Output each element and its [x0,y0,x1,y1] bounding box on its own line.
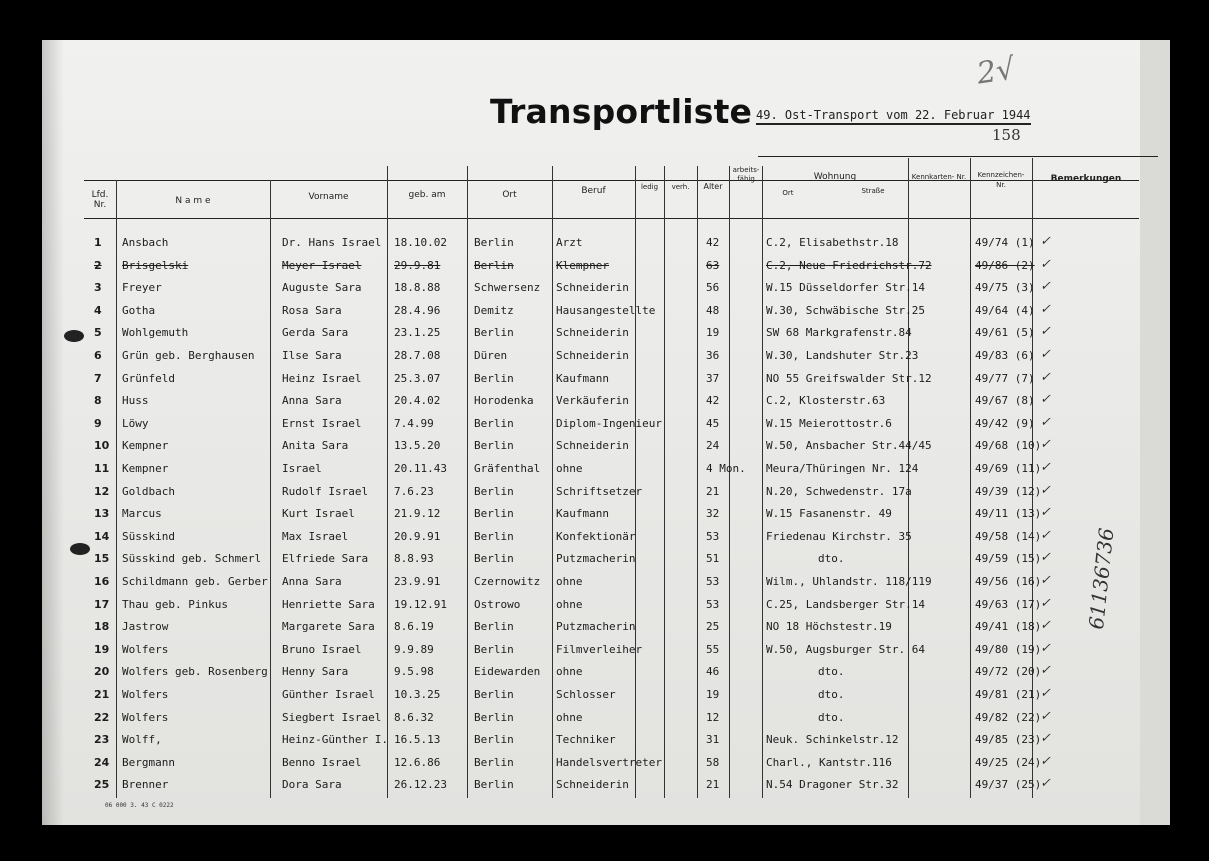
row-kennzeichen: 49/81 (21) [975,688,1042,701]
row-vorname: Israel [282,462,322,475]
row-geb-am: 8.8.93 [394,552,434,566]
row-geb-am: 7.4.99 [394,416,434,430]
row-wohnung: W.15 Düsseldorfer Str.14 [766,281,925,295]
handwritten-mark: 2√ [974,51,1018,92]
row-beruf: Verkäuferin [556,394,629,408]
row-beruf: ohne [556,665,583,679]
row-ort: Düren [474,349,508,362]
row-alter: 36 [706,349,720,362]
header-bemerkungen: Bemerkungen [1050,174,1122,184]
header-lower-rule [84,218,1139,219]
row-alter: 24 [706,439,720,453]
row-alter: 46 [706,665,720,679]
row-number: 21 [94,688,110,701]
row-geb-am: 16.5.13 [394,733,441,747]
header-kennzeichen-nr: Kennzeichen- Nr. [977,171,1025,189]
row-ort: Berlin [474,710,514,724]
row-wohnung: W.50, Ansbacher Str.44/45 [766,439,932,453]
row-vorname: Kurt Israel [282,507,355,521]
row-ort: Gräfenthal [474,462,541,475]
row-ort: Berlin [474,529,514,543]
row-ort: Berlin [474,439,514,453]
row-number: 6 [94,349,102,362]
row-geb-am: 13.5.20 [394,439,441,453]
row-beruf: ohne [556,462,583,475]
checkmark-icon: ✓ [1040,731,1051,747]
row-beruf: Arzt [556,236,583,249]
row-geb-am: 18.10.02 [394,236,447,249]
row-alter: 25 [706,620,720,634]
column-divider [467,166,468,798]
row-number: 3 [94,281,102,295]
row-alter: 53 [706,529,720,543]
row-beruf: Kaufmann [556,507,609,521]
row-number: 12 [94,484,110,498]
row-number: 13 [94,507,110,521]
row-name: Wolfers geb. Rosenberg [122,665,268,679]
row-kennzeichen: 49/63 (17) [975,597,1042,611]
row-kennzeichen: 49/83 (6) [975,349,1035,362]
row-alter: 21 [706,778,720,792]
checkmark-icon: ✓ [1040,618,1051,634]
row-kennzeichen: 49/74 (1) [975,236,1035,249]
row-geb-am: 23.1.25 [394,326,441,340]
row-beruf: Schneiderin [556,349,629,362]
checkmark-icon: ✓ [1040,460,1051,475]
document-page [42,40,1170,825]
checkmark-icon: ✓ [1040,347,1051,362]
column-divider [116,180,117,798]
row-ort: Berlin [474,236,514,249]
row-vorname: Anna Sara [282,575,342,588]
row-number: 11 [94,462,110,475]
row-vorname: Heinz-Günther I. [282,733,388,747]
row-beruf: ohne [556,710,583,724]
row-name: Marcus [122,507,162,521]
row-alter: 32 [706,507,720,521]
row-name: Brenner [122,778,169,792]
row-name: Bergmann [122,755,175,769]
row-name: Wolff, [122,733,162,747]
row-name: Freyer [122,281,162,295]
row-beruf: Putzmacherin [556,620,636,634]
document-title: Transportliste [490,92,753,131]
row-ort: Berlin [474,620,514,634]
row-number: 23 [94,733,110,747]
row-ort: Berlin [474,416,514,430]
row-name: Wolfers [122,642,169,656]
checkmark-icon: ✓ [1040,663,1051,679]
row-number: 2 [94,258,102,272]
row-number: 25 [94,778,110,792]
row-geb-am: 7.6.23 [394,484,434,498]
row-alter: 42 [706,394,720,408]
row-beruf: Putzmacherin [556,552,636,566]
row-ort: Berlin [474,733,514,747]
row-geb-am: 28.4.96 [394,303,441,317]
checkmark-icon: ✓ [1040,753,1051,769]
row-vorname: Rosa Sara [282,303,342,317]
row-beruf: Schneiderin [556,778,629,792]
row-name: Wolfers [122,710,169,724]
header-lfd-nr: Lfd. Nr. [91,190,109,210]
header-verh: verh. [671,183,690,191]
header-name: N a m e [175,196,211,206]
row-vorname: Auguste Sara [282,281,362,295]
row-wohnung: NO 55 Greifswalder Str.12 [766,371,932,385]
row-kennzeichen: 49/64 (4) [975,303,1035,317]
row-geb-am: 8.6.32 [394,710,434,724]
row-alter: 21 [706,484,720,498]
row-vorname: Rudolf Israel [282,484,369,498]
row-kennzeichen: 49/41 (18) [975,620,1042,634]
row-alter: 31 [706,733,720,747]
footer-code: 06 000 3. 43 C 0222 [105,802,174,809]
row-ort: Berlin [474,507,514,521]
checkmark-icon: ✓ [1040,437,1051,453]
checkmark-icon: ✓ [1040,414,1051,430]
row-geb-am: 10.3.25 [394,688,441,701]
row-vorname: Siegbert Israel [282,710,382,724]
row-ort: Ostrowo [474,597,521,611]
row-beruf: Diplom-Ingenieur [556,416,662,430]
document-subtitle: 49. Ost-Transport vom 22. Februar 1944 [756,108,1031,125]
row-name: Süsskind [122,529,175,543]
row-wohnung: N.20, Schwedenstr. 17a [766,484,912,498]
header-top-rule [758,156,1158,157]
row-number: 19 [94,642,110,656]
row-number: 18 [94,620,110,634]
row-wohnung: W.30, Schwäbische Str.25 [766,303,925,317]
row-number: 22 [94,710,110,724]
column-divider [762,166,763,798]
row-alter: 42 [706,236,720,249]
row-number: 15 [94,552,110,566]
header-wohnung: Wohnung [813,172,857,182]
row-wohnung: NO 18 Höchstestr.19 [766,620,892,634]
header-kennkarten-nr: Kennkarten- Nr. [911,173,967,181]
column-divider [387,166,388,798]
row-wohnung: Friedenau Kirchstr. 35 [766,529,912,543]
row-name: Jastrow [122,620,169,634]
row-vorname: Meyer Israel [282,258,362,272]
row-vorname: Günther Israel [282,688,375,701]
row-number: 24 [94,755,110,769]
row-number: 9 [94,416,102,430]
row-alter: 12 [706,710,720,724]
row-beruf: Schneiderin [556,281,629,295]
row-alter: 55 [706,642,720,656]
page-number: 158 [992,126,1021,144]
row-name: Thau geb. Pinkus [122,597,228,611]
row-wohnung: C.2, Elisabethstr.18 [766,236,899,249]
row-kennzeichen: 49/39 (12) [975,484,1042,498]
row-kennzeichen: 49/67 (8) [975,394,1035,408]
row-ort: Horodenka [474,394,534,408]
column-divider [270,180,271,798]
row-ort: Berlin [474,778,514,792]
column-divider [908,158,909,798]
column-divider [970,158,971,798]
row-wohnung: dto. [818,710,845,724]
row-wohnung: C.2, Neue Friedrichstr.72 [766,258,932,272]
checkmark-icon: ✓ [1040,686,1051,701]
row-vorname: Benno Israel [282,755,362,769]
row-name: Löwy [122,416,149,430]
row-vorname: Henny Sara [282,665,349,679]
header-wohnung-ort: Ort [782,189,794,197]
checkmark-icon: ✓ [1040,708,1051,724]
row-kennzeichen: 49/72 (20) [975,665,1042,679]
row-beruf: Techniker [556,733,616,747]
checkmark-icon: ✓ [1040,505,1051,521]
row-number: 17 [94,597,110,611]
row-vorname: Ilse Sara [282,349,342,362]
column-divider [635,166,636,798]
row-name: Brisgelski [122,258,189,272]
row-wohnung: C.25, Landsberger Str.14 [766,597,925,611]
row-name: Grünfeld [122,371,175,385]
row-beruf: Filmverleiher [556,642,643,656]
row-number: 1 [94,236,102,249]
row-kennzeichen: 49/37 (25) [975,778,1042,792]
checkmark-icon: ✓ [1040,573,1051,588]
column-divider [1032,158,1033,798]
row-beruf: Klempner [556,258,609,272]
row-vorname: Anna Sara [282,394,342,408]
row-wohnung: W.30, Landshuter Str.23 [766,349,919,362]
row-alter: 53 [706,597,720,611]
checkmark-icon: ✓ [1040,256,1051,272]
checkmark-icon: ✓ [1040,234,1051,249]
row-ort: Demitz [474,303,514,317]
row-kennzeichen: 49/68 (10) [975,439,1042,453]
row-ort: Berlin [474,642,514,656]
column-divider [729,166,730,798]
row-alter: 56 [706,281,720,295]
row-kennzeichen: 49/69 (11) [975,462,1042,475]
row-vorname: Dora Sara [282,778,342,792]
row-wohnung: W.50, Augsburger Str. 64 [766,642,925,656]
row-beruf: ohne [556,575,583,588]
checkmark-icon: ✓ [1040,776,1051,792]
row-beruf: Hausangestellte [556,303,656,317]
row-number: 16 [94,575,110,588]
row-geb-am: 9.5.98 [394,665,434,679]
checkmark-icon: ✓ [1040,482,1051,498]
row-alter: 19 [706,326,720,340]
column-divider [697,166,698,798]
row-name: Süsskind geb. Schmerl [122,552,262,566]
row-beruf: Handelsvertreter [556,755,662,769]
row-name: Wohlgemuth [122,326,189,340]
row-wohnung: dto. [818,688,845,701]
row-vorname: Bruno Israel [282,642,362,656]
row-alter: 53 [706,575,720,588]
row-alter: 51 [706,552,720,566]
row-alter: 19 [706,688,720,701]
row-wohnung: SW 68 Markgrafenstr.84 [766,326,912,340]
row-wohnung: W.15 Meierottostr.6 [766,416,892,430]
row-kennzeichen: 49/42 (9) [975,416,1035,430]
row-alter: 58 [706,755,720,769]
row-kennzeichen: 49/25 (24) [975,755,1042,769]
header-ort: Ort [502,190,517,200]
row-beruf: Kaufmann [556,371,609,385]
row-ort: Berlin [474,755,514,769]
checkmark-icon: ✓ [1040,369,1051,385]
row-vorname: Dr. Hans Israel [282,236,382,249]
row-alter: 45 [706,416,720,430]
header-ledig: ledig [640,183,659,191]
row-ort: Berlin [474,326,514,340]
row-wohnung: dto. [818,665,845,679]
row-geb-am: 9.9.89 [394,642,434,656]
row-number: 20 [94,665,110,679]
row-vorname: Elfriede Sara [282,552,369,566]
row-wohnung: dto. [818,552,845,566]
row-beruf: Konfektionär [556,529,636,543]
row-kennzeichen: 49/82 (22) [975,710,1042,724]
row-number: 7 [94,371,102,385]
row-alter: 37 [706,371,720,385]
row-kennzeichen: 49/11 (13) [975,507,1042,521]
row-beruf: Schriftsetzer [556,484,643,498]
transport-table [42,40,1170,825]
row-number: 4 [94,303,102,317]
row-kennzeichen: 49/77 (7) [975,371,1035,385]
row-ort: Czernowitz [474,575,541,588]
row-geb-am: 12.6.86 [394,755,441,769]
header-alter: Alter [703,182,723,191]
row-beruf: Schneiderin [556,326,629,340]
header-beruf: Beruf [581,186,606,196]
row-kennzeichen: 49/86 (2) [975,258,1035,272]
row-vorname: Max Israel [282,529,349,543]
checkmark-icon: ✓ [1040,392,1051,408]
row-ort: Berlin [474,484,514,498]
row-ort: Berlin [474,552,514,566]
row-wohnung: Meura/Thüringen Nr. 124 [766,462,919,475]
header-wohnung-strasse: Straße [861,187,885,195]
row-beruf: ohne [556,597,583,611]
row-name: Wolfers [122,688,169,701]
row-geb-am: 8.6.19 [394,620,434,634]
checkmark-icon: ✓ [1040,324,1051,340]
row-wohnung: Wilm., Uhlandstr. 118/119 [766,575,932,588]
checkmark-icon: ✓ [1040,279,1051,295]
row-vorname: Ernst Israel [282,416,362,430]
row-geb-am: 20.9.91 [394,529,441,543]
row-ort: Berlin [474,371,514,385]
column-divider [552,166,553,798]
row-wohnung: C.2, Klosterstr.63 [766,394,886,408]
row-vorname: Anita Sara [282,439,349,453]
row-wohnung: Charl., Kantstr.116 [766,755,892,769]
row-name: Schildmann geb. Gerber [122,575,268,588]
row-vorname: Heinz Israel [282,371,362,385]
row-name: Kempner [122,462,169,475]
row-kennzeichen: 49/58 (14) [975,529,1042,543]
row-name: Gotha [122,303,156,317]
row-kennzeichen: 49/85 (23) [975,733,1042,747]
row-kennzeichen: 49/61 (5) [975,326,1035,340]
row-name: Goldbach [122,484,175,498]
row-name: Huss [122,394,149,408]
row-geb-am: 26.12.23 [394,778,447,792]
row-beruf: Schneiderin [556,439,629,453]
row-number: 8 [94,394,102,408]
row-name: Kempner [122,439,169,453]
row-beruf: Schlosser [556,688,616,701]
row-ort: Berlin [474,258,514,272]
row-geb-am: 21.9.12 [394,507,441,521]
row-vorname: Henriette Sara [282,597,375,611]
row-geb-am: 28.7.08 [394,349,441,362]
row-kennzeichen: 49/59 (15) [975,552,1042,566]
row-alter: 63 [706,258,720,272]
row-kennzeichen: 49/56 (16) [975,575,1042,588]
row-wohnung: Neuk. Schinkelstr.12 [766,733,899,747]
checkmark-icon: ✓ [1040,550,1051,566]
checkmark-icon: ✓ [1040,527,1051,543]
row-kennzeichen: 49/80 (19) [975,642,1042,656]
row-geb-am: 20.11.43 [394,462,447,475]
row-geb-am: 19.12.91 [394,597,447,611]
checkmark-icon: ✓ [1040,640,1051,656]
column-divider [664,166,665,798]
archive-number: 61136736 [1084,526,1119,631]
row-name: Grün geb. Berghausen [122,349,255,362]
checkmark-icon: ✓ [1040,301,1051,317]
row-number: 14 [94,529,110,543]
row-ort: Schwersenz [474,281,541,295]
row-name: Ansbach [122,236,169,249]
row-geb-am: 20.4.02 [394,394,441,408]
header-geb-am: geb. am [408,190,446,200]
header-vorname: Vorname [308,192,349,202]
row-geb-am: 25.3.07 [394,371,441,385]
row-wohnung: N.54 Dragoner Str.32 [766,778,899,792]
checkmark-icon: ✓ [1040,595,1051,611]
row-geb-am: 29.9.81 [394,258,441,272]
row-kennzeichen: 49/75 (3) [975,281,1035,295]
row-geb-am: 18.8.88 [394,281,441,295]
row-alter: 48 [706,303,720,317]
row-geb-am: 23.9.91 [394,575,441,588]
row-alter: 4 Mon. [706,462,746,475]
row-wohnung: W.15 Fasanenstr. 49 [766,507,892,521]
row-vorname: Gerda Sara [282,326,349,340]
row-vorname: Margarete Sara [282,620,375,634]
header-arbeitsfaehig: arbeits- fähig [732,166,760,183]
row-ort: Berlin [474,688,514,701]
row-ort: Eidewarden [474,665,541,679]
row-number: 10 [94,439,110,453]
row-number: 5 [94,326,102,340]
